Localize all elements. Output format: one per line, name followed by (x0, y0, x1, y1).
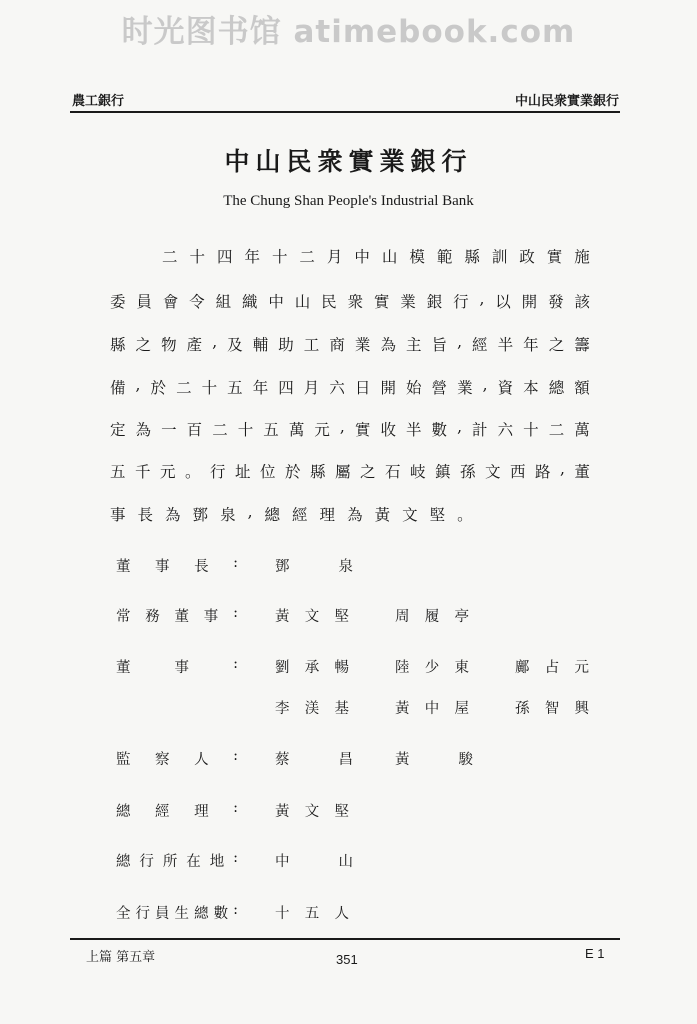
paragraph-line: 縣 之 物 產 , 及 輔 助 工 商 業 為 主 旨 , 經 半 年 之 籌 (110, 333, 590, 354)
footer-rule (70, 938, 620, 940)
page-title: 中山民衆實業銀行 (224, 147, 473, 176)
info-name: 蔡 昌 (275, 752, 353, 768)
info-name: 十 五 人 (275, 906, 349, 922)
info-label: 總 經 理 : (116, 800, 238, 820)
page-subtitle: The Chung Shan People's Industrial Bank (223, 193, 474, 209)
info-name: 黃 中 屋 (395, 701, 469, 717)
info-name: 黃 文 堅 (275, 804, 349, 820)
page-number: 351 (336, 952, 358, 967)
info-name: 周 履 亭 (395, 609, 469, 625)
info-label: 常 務 董 事 : (116, 605, 238, 625)
paragraph-line: 備 , 於 二 十 五 年 四 月 六 日 開 始 營 業 , 資 本 總 額 (110, 376, 590, 397)
info-label: 總 行 所 在 地 : (116, 850, 238, 870)
info-label: 董 事 長 : (116, 555, 238, 575)
info-name: 孫 智 興 (515, 701, 589, 717)
header-left: 農工銀行 (72, 94, 125, 109)
info-name: 劉 承 暢 (275, 660, 349, 676)
paragraph-line: 事 長 為 鄧 泉 , 總 經 理 為 黃 文 堅 。 (110, 503, 473, 524)
paragraph-line: 二 十 四 年 十 二 月 中 山 模 範 縣 訓 政 實 施 (162, 248, 590, 266)
paragraph-line: 定 為 一 百 二 十 五 萬 元 , 實 收 半 數 , 計 六 十 二 萬 (110, 418, 590, 439)
info-name: 黃 駿 (395, 752, 473, 768)
info-name: 中 山 (275, 854, 353, 870)
info-label: 全 行 員 生 總 數 : (116, 902, 238, 922)
watermark-text: 时光图书馆 atimebook.com (121, 14, 576, 50)
info-name: 黃 文 堅 (275, 609, 349, 625)
info-name: 鄺 占 元 (515, 660, 589, 676)
info-name: 李 渼 基 (275, 701, 349, 717)
info-name: 陸 少 東 (395, 660, 469, 676)
header-right: 中山民衆實業銀行 (514, 94, 619, 109)
info-name: 鄧 泉 (275, 559, 353, 575)
footer-chapter: 上篇 第五章 (86, 950, 156, 965)
footer-code: E 1 (585, 946, 605, 961)
paragraph-line: 委 員 會 令 組 織 中 山 民 衆 實 業 銀 行 , 以 開 發 該 (110, 290, 590, 311)
info-label: 董 事 : (116, 656, 238, 676)
paragraph-line: 五 千 元 。 行 址 位 於 縣 屬 之 石 岐 鎮 孫 文 西 路 , 董 (110, 460, 590, 481)
header-rule (70, 111, 620, 113)
info-label: 監 察 人 : (116, 748, 238, 768)
